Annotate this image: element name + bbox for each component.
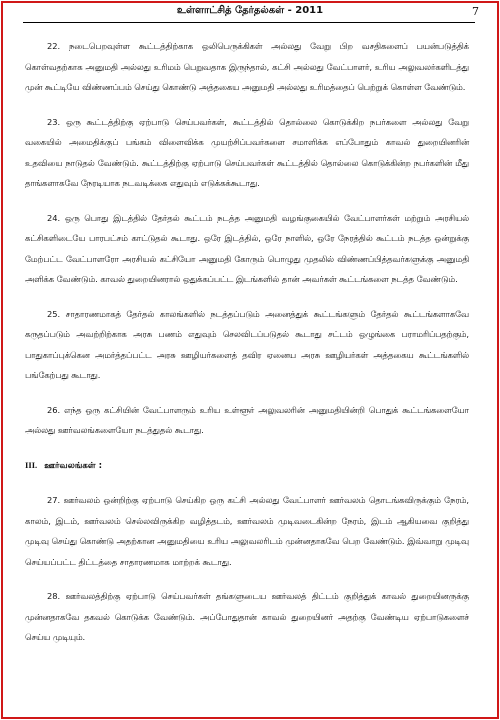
section-heading <box>25 455 469 477</box>
paragraph-23: 23. ஒரு கூட்டத்திற்கு ஏற்பாடு செய்பவர்கள், கூட்டத்தில் தொல்லை கொடுக்கிற நபர்களை அல்லது வேறு வகையில் அமைதிக்குப் பங்கம் விளைவிக்க முயற்சிப்பவர்களை சமாளிக்க எப்போதும் காவல் துறையினரின் உதவியை நாடுதல் வேண்டும். கூட்டத்திற்கு ஏற்பாடு செய்பவர்கள் கூட்டத்தில் தொல்லை கொடுக்கின்ற நபர்களின் மீது தாங்களாகவே நேரடியாக நடவடிக்கை எதுவும் எடுக்கக்கூடாது. <box>25 116 469 188</box>
page-header <box>21 5 479 21</box>
document-body <box>25 36 469 662</box>
page-number: 7 <box>472 5 479 18</box>
paragraph-24: 24. ஒரு பொது இடத்தில் தேர்தல் கூட்டம் நடத்த அனுமதி வழங்குகையில் வேட்பாளர்கள் மற்றும் அரசியல் கட்சிகளிடையே பாரபட்சம் காட்டுதல் கூடாது. ஒரே இடத்தில், ஒரே நாளில், ஒரே நேரத்தில் கூட்டம் நடத்த ஒன்றுக்கு மேற்பட்ட வேட்பாளரோ அரசியல் கட்சியோ அனுமதி கோரும் பொழுது முதலில் விண்ணப்பித்தவர்களுக்கு அனுமதி அளிக்க வேண்டும். காவல் துறையினரால் ஒதுக்கப்பட்ட இடங்களில் தான் அவர்கள் கூட்டங்களை நடத்த வேண்டும். <box>25 212 469 284</box>
paragraph-26: 26. எந்த ஒரு கட்சியின் வேட்பாளரும் உரிய உள்ளூர் அலுவலரின் அனுமதியின்றி பொதுக் கூட்டங்களையோ அல்லது ஊர்வலங்களையோ நடத்துதல் கூடாது. <box>25 404 469 435</box>
header-rule <box>23 22 475 23</box>
paragraph-28: 28. ஊர்வலத்திற்கு ஏற்பாடு செய்பவர்கள் தங்களுடைய ஊர்வலத் திட்டம் குறித்துக் காவல் துறையினருக்கு முன்னதாகவே தகவல் கொடுக்க வேண்டும். அப்போதுதான் காவல் துறையினர் அதற்கு வேண்டிய ஏற்பாடுகளைச் செய்ய முடியும். <box>25 591 469 642</box>
paragraph-27: 27. ஊர்வலம் ஒன்றிற்கு ஏற்பாடு செய்கிற ஒரு கட்சி அல்லது வேட்பாளர் ஊர்வலம் தொடங்கவிருக்கும் நேரம், காலம், இடம், ஊர்வலம் செல்லவிருக்கிற வழித்தடம், ஊர்வலம் முடிவடைகின்ற நேரம், இடம் ஆகியவை குறித்து முடிவு செய்து கொண்டு அதற்கான அனுமதியை உரிய அலுவலரிடம் முன்னதாகவே பெற வேண்டும். இவ்வாறு முடிவு செய்யப்பட்ட திட்டத்தை சாதாரணமாக மாற்றக் கூடாது. <box>25 495 469 567</box>
section-number: III. <box>25 459 38 470</box>
header-title: உள்ளாட்சித் தேர்தல்கள் - 2011 <box>176 5 324 16</box>
page-frame <box>1 1 499 719</box>
paragraph-25: 25. சாதாரணமாகத் தேர்தல் காலங்களில் நடத்தப்படும் அனைத்துக் கூட்டங்களும் தேர்தல் கூட்டங்களாகவே கருதப்படும் அவற்றிற்காக அரசு பணம் எதுவும் செலவிடப்படுதல் கூடாது சட்டம் ஒழுங்கை பராமரிப்பதற்கும், பாதுகாப்புக்கென அமர்த்தப்பட்ட அரசு ஊழியர்களைத் தவிர ஏனைய அரசு ஊழியர்கள் அத்தகைய கூட்டங்களில் பங்கேற்பது கூடாது. <box>25 308 469 380</box>
section-title: ஊர்வலங்கள் : <box>44 460 103 471</box>
paragraph-22: 22. நடைபெறவுள்ள கூட்டத்திற்காக ஒலிபெருக்கிகள் அல்லது வேறு பிற வசதிகளைப் பயன்படுத்திக் கொள்வதற்காக அனுமதி அல்லது உரிமம் பெறுவதாக இருந்தால், கட்சி அல்லது வேட்பாளர், உரிய அலுவலர்களிடத்து முன் கூட்டியே விண்ணப்பம் செய்து கொண்டு அத்தகைய அனுமதி அல்லது உரிமத்தைப் பெற்றுக் கொள்ள வேண்டும். <box>25 41 469 92</box>
